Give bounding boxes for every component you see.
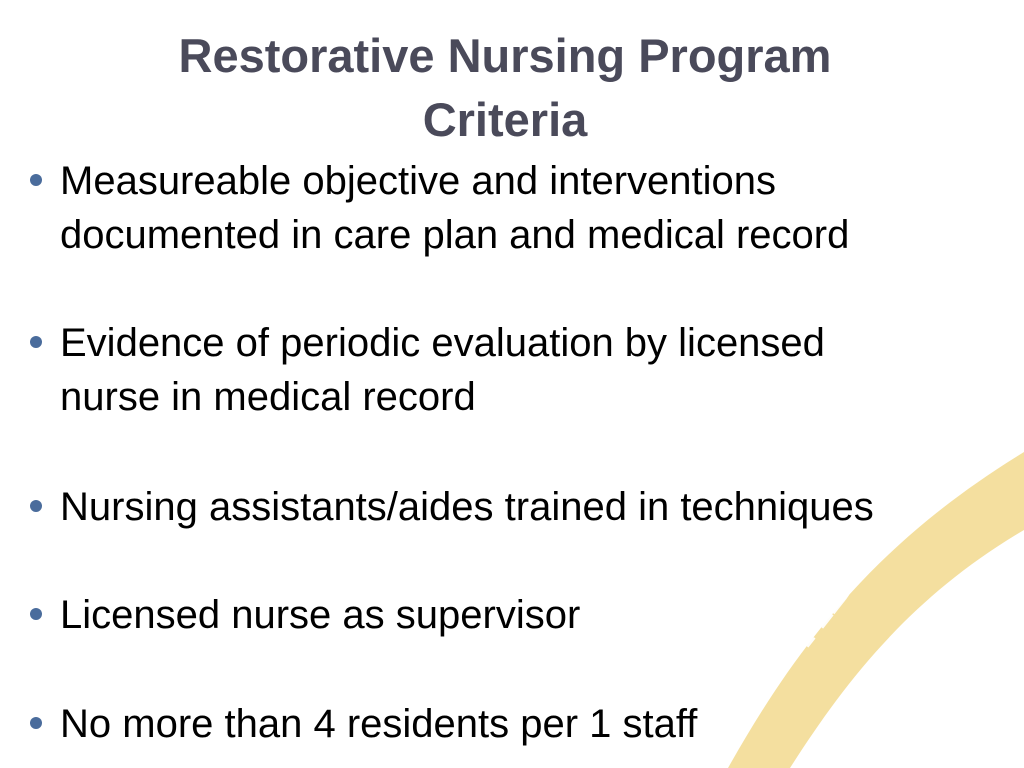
watermark-text: AD ASTRA bbox=[767, 386, 998, 657]
bullet-item bbox=[30, 697, 990, 751]
bullet-text: No more than 4 residents per 1 staff bbox=[60, 702, 698, 746]
bullet-dot-icon bbox=[30, 336, 42, 348]
bullet-item bbox=[30, 154, 990, 262]
bullet-dot-icon bbox=[30, 608, 42, 620]
bullet-text: Nursing assistants/aides trained in techniques bbox=[60, 485, 874, 529]
bullet-text: Licensed nurse as supervisor bbox=[60, 593, 581, 637]
bullet-item bbox=[30, 480, 990, 534]
title-line-1: Restorative Nursing Program bbox=[178, 29, 832, 82]
bullet-dot-icon bbox=[30, 174, 42, 186]
bullet-item bbox=[30, 316, 990, 424]
bullet-text: Evidence of periodic evaluation by licensed nurse in medical record bbox=[60, 321, 825, 419]
title-line-2: Criteria bbox=[422, 93, 588, 146]
bullet-dot-icon bbox=[30, 717, 42, 729]
bullet-item bbox=[30, 588, 990, 642]
bullet-dot-icon bbox=[30, 500, 42, 512]
bullet-text: Measureable objective and interventions documented in care plan and medical record bbox=[60, 159, 850, 257]
